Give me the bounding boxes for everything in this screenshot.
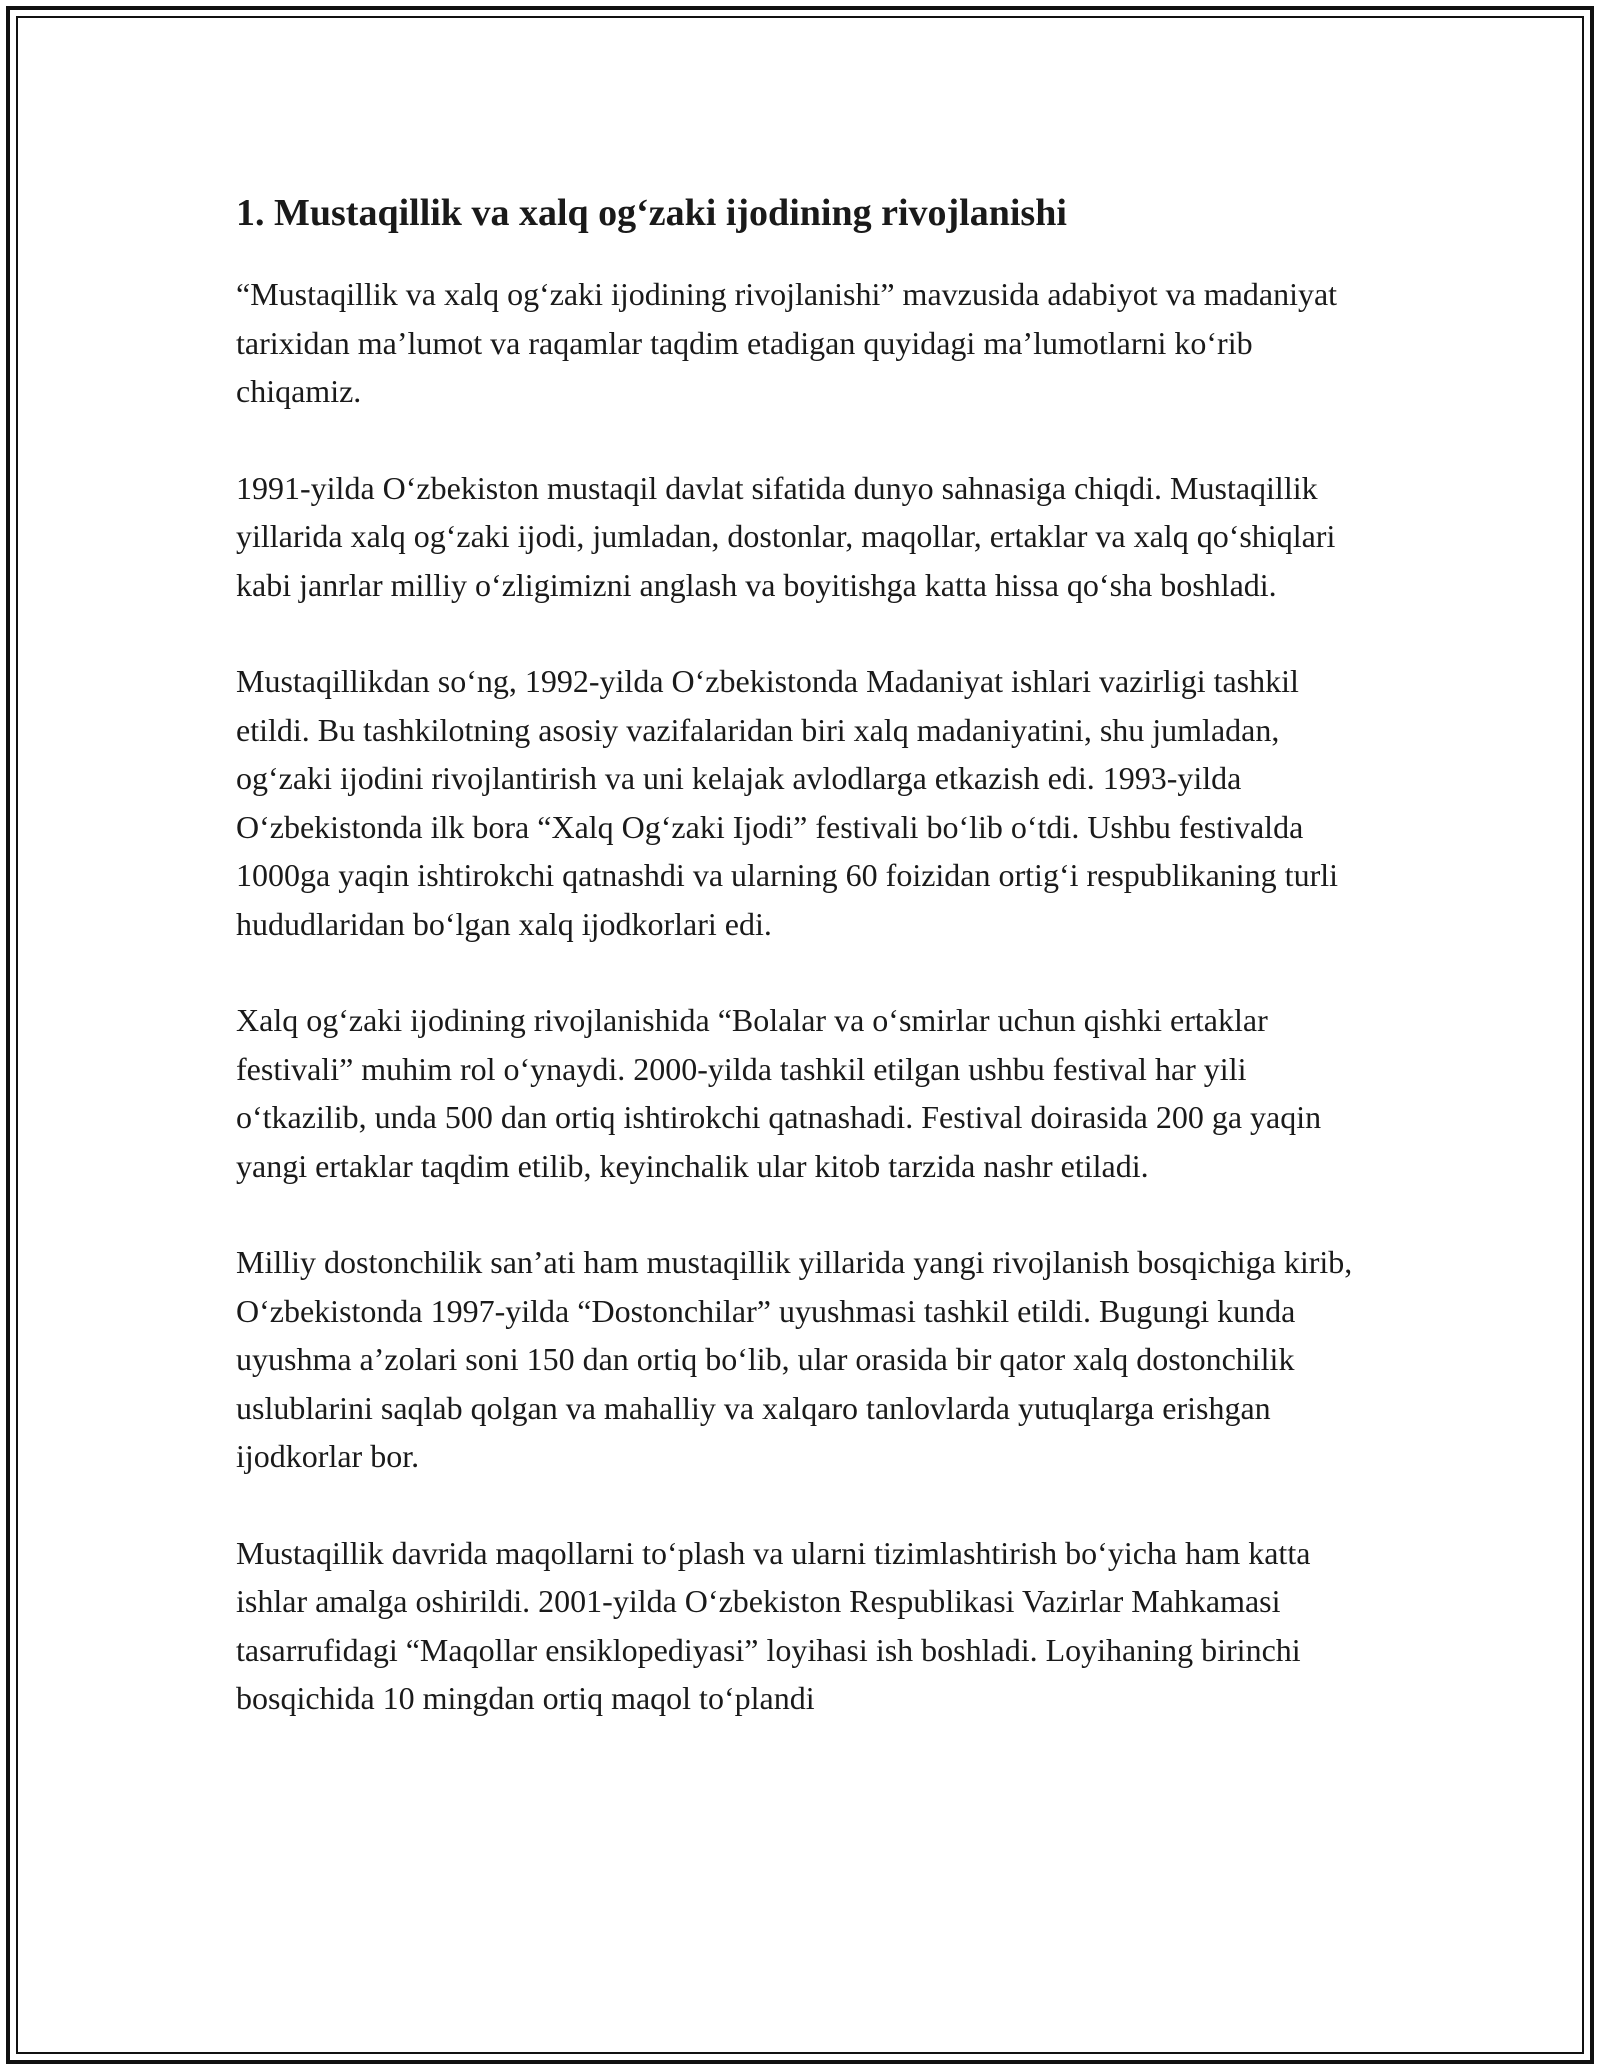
paragraph-dostonchilik: Milliy dostonchilik san’ati ham mustaqillik yillarida yangi rivojlanish bosqichiga kirib, O‘zbekistonda 1997-yilda “Dostonchilar” uyushmasi tashkil etildi. Bugungi kunda uyushma a’zolari soni 150 dan ortiq bo‘lib, ular orasida bir qator xalq dostonchilik uslublarini saqlab qolgan va mahalliy va xalqaro tanlovlarda yutuqlarga erishgan ijodkorlar bor. — [236, 1244, 1353, 1474]
paragraph-maqollar: Mustaqillik davrida maqollarni to‘plash va ularni tizimlashtirish bo‘yicha ham katta ishlar amalga oshirildi. 2001-yilda O‘zbekiston Respublikasi Vazirlar Mahkamasi tasarrufidagi “Maqollar ensiklopediyasi” loyihasi ish boshladi. Loyihaning birinchi bosqichida 10 mingdan ortiq maqol to‘plandi — [236, 1534, 1311, 1716]
paragraph-festival: Xalq og‘zaki ijodining rivojlanishida “Bolalar va o‘smirlar uchun qishki ertaklar festivali” muhim rol o‘ynaydi. 2000-yilda tashkil etilgan ushbu festival har yili o‘tkazilib, unda 500 dan ortiq ishtirokchi qatnashadi. Festival doirasida 200 ga yaqin yangi ertaklar taqdim etilib, keyinchalik ular kitob tarzida nashr etiladi. — [236, 1002, 1322, 1184]
document-body — [236, 186, 1366, 1771]
paragraph-1992: Mustaqillikdan so‘ng, 1992-yilda O‘zbekistonda Madaniyat ishlari vazirligi tashkil etildi. Bu tashkilotning asosiy vazifalaridan biri xalq madaniyatini, shu jumladan, og‘zaki ijodini rivojlantirish va uni kelajak avlodlarga etkazish edi. 1993-yilda O‘zbekistonda ilk bora “Xalq Og‘zaki Ijodi” festivali bo‘lib o‘tdi. Ushbu festivalda 1000ga yaqin ishtirokchi qatnashdi va ularning 60 foizidan ortig‘i respublikaning turli hududlaridan bo‘lgan xalq ijodkorlari edi. — [236, 663, 1338, 942]
section-heading: 1. Mustaqillik va xalq og‘zaki ijodining rivojlanishi — [236, 192, 1067, 234]
paragraph-intro: “Mustaqillik va xalq og‘zaki ijodining rivojlanishi” mavzusida adabiyot va madaniyat tarixidan ma’lumot va raqamlar taqdim etadigan quyidagi ma’lumotlarni ko‘rib chiqamiz. — [236, 276, 1338, 409]
paragraph-1991: 1991-yilda O‘zbekiston mustaqil davlat sifatida dunyo sahnasiga chiqdi. Mustaqillik yillarida xalq og‘zaki ijodi, jumladan, dostonlar, maqollar, ertaklar va xalq qo‘shiqlari kabi janrlar milliy o‘zligimizni anglash va boyitishga katta hissa qo‘sha boshladi. — [236, 469, 1336, 603]
